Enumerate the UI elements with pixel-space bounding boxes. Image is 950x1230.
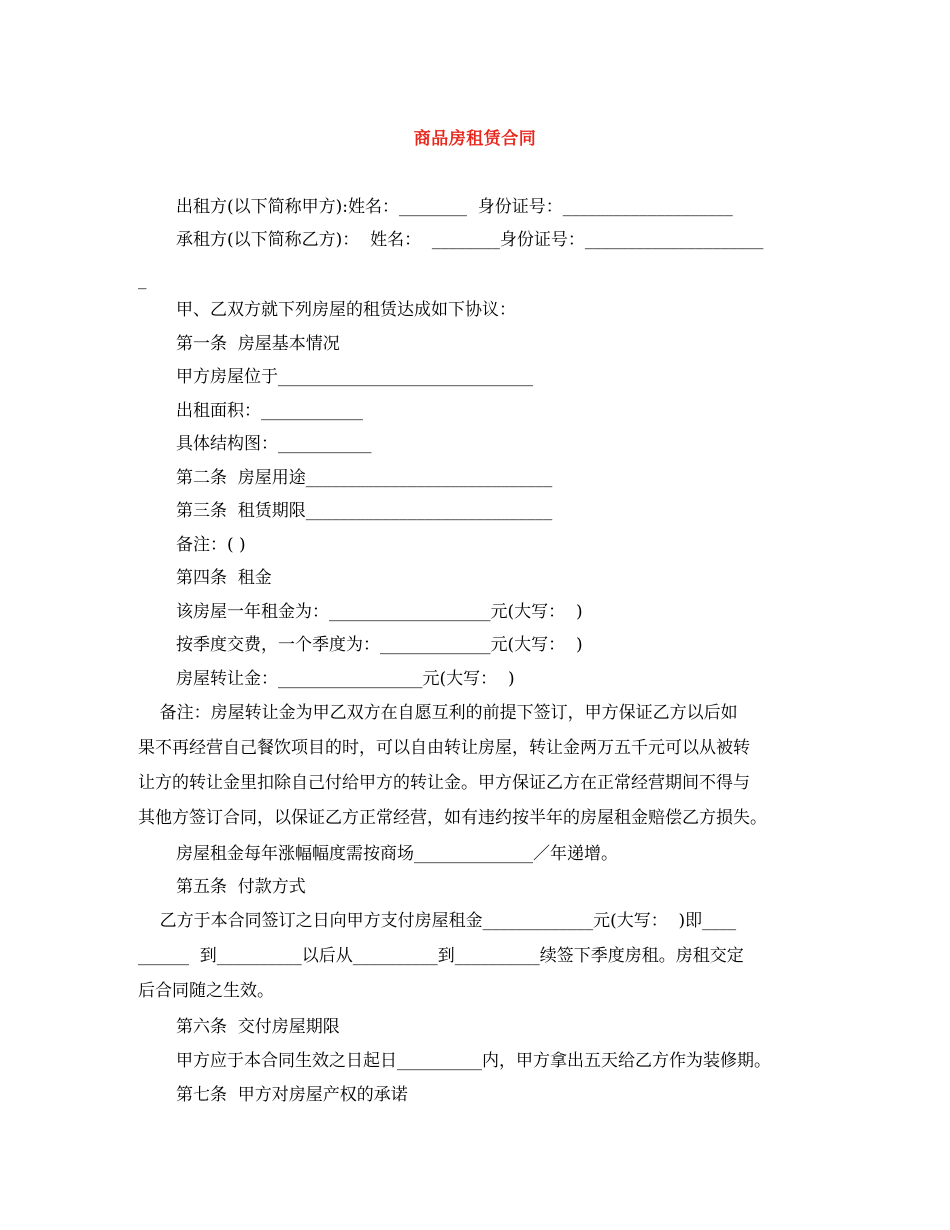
note-2-line: 其他方签订合同，以保证乙方正常经营，如有违约按半年的房屋租金赔偿乙方损失。 [138,808,767,828]
article-2-heading: 第二条 房屋用途_____________________________ [176,468,553,488]
payment-line: ______ 到__________以后从__________到__________续签下季度房租。房租交定 [138,946,744,966]
article-4-heading: 第四条 租金 [176,568,272,588]
quarterly-rent-field: 按季度交费，一个季度为：_____________元(大写： ) [176,635,583,655]
note-2-line: 让方的转让金里扣除自己付给甲方的转让金。甲方保证乙方在正常经营期间不得与 [138,773,750,793]
document-title: 商品房租赁合同 [413,129,537,149]
rent-increase-field: 房屋租金每年涨幅幅度需按商场______________／年递增。 [176,844,618,864]
article-3-heading: 第三条 租赁期限_____________________________ [176,501,553,521]
article-6-heading: 第六条 交付房屋期限 [176,1017,340,1037]
lessor-line: 出租方(以下简称甲方):姓名：________ 身份证号：____________________ [176,197,733,217]
article-5-heading: 第五条 付款方式 [176,877,306,897]
location-field: 甲方房屋位于______________________________ [176,367,533,387]
article-1-heading: 第一条 房屋基本情况 [176,334,340,354]
article-7-heading: 第七条 甲方对房屋产权的承诺 [176,1085,408,1105]
note-2-line: 备注：房屋转让金为甲乙双方在自愿互利的前提下签订，甲方保证乙方以后如 [138,703,738,723]
annual-rent-field: 该房屋一年租金为：___________________元(大写： ) [176,602,583,622]
transfer-fee-field: 房屋转让金：_________________元(大写： ) [176,669,515,689]
structure-field: 具体结构图：___________ [176,434,372,454]
intro-line: 甲、乙双方就下列房屋的租赁达成如下协议： [176,300,516,320]
payment-line: 后合同随之生效。 [138,981,274,1001]
note-2-line: 果不再经营自己餐饮项目的时，可以自由转让房屋，转让金两万五千元可以从被转 [138,738,750,758]
payment-line: 乙方于本合同签订之日向甲方支付房屋租金_____________元(大写： )即____ [138,911,737,931]
area-field: 出租面积：____________ [176,401,363,421]
delivery-field: 甲方应于本合同生效之日起日__________内，甲方拿出五天给乙方作为装修期。 [176,1051,771,1071]
lessee-line: 承租方(以下简称乙方)： 姓名： ________身份证号：_____________________ [176,230,764,250]
note-1: 备注：( ) [176,535,246,555]
lessee-line-continuation: _ [138,270,147,290]
